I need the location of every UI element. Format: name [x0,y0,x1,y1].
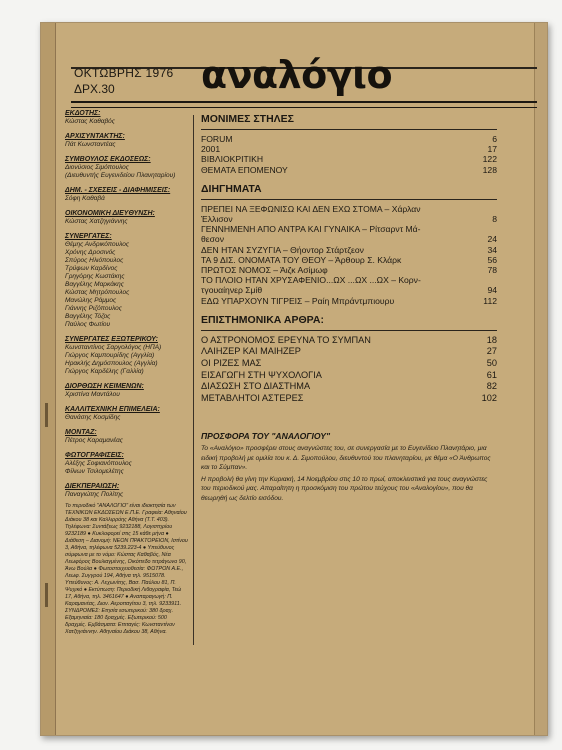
toc-entry [201,370,497,382]
offer-title: ΠΡΟΣΦΟΡΑ ΤΟΥ "ΑΝΑΛΟΓΙΟΥ" [201,431,331,441]
toc-entry-page: 102 [481,392,497,403]
credit-names: Κώστας Χατζηγιάννης [65,218,128,225]
section-gap [201,306,497,312]
header-rule-thin [71,107,537,108]
credit-block [65,382,189,399]
issue-price: ΔΡΧ.30 [74,82,115,96]
toc-entry [201,245,497,255]
toc-entry-title: ΔΙΑΣΩΣΗ ΣΤΟ ΔΙΑΣΤΗΜΑ [201,381,311,392]
toc-entry-title: ΓΕΝΝΗΜΕΝΗ ΑΠΟ ΑΝΤΡΑ ΚΑΙ ΓΥΝΑΙΚΑ – Ρίτσαρντ Μά- [201,224,421,235]
toc-entry-page: 78 [487,265,497,276]
staff-credits [65,109,189,505]
toc-entry [201,381,497,393]
credit-names: Πάτ Κωνσταντέας [65,141,116,148]
toc-entry-title: ΛΑΙΗΖΕΡ ΚΑΙ ΜΑΙΗΖΕΡ [201,346,301,357]
toc-entry-title: ΒΙΒΛΙΟΚΡΙΤΙΚΗ [201,154,264,165]
toc-entry [201,393,497,405]
credit-names: Πέτρος Καραμανέας [65,437,123,444]
spine-tape-mark [45,583,48,607]
toc-entry-title: ΕΔΩ ΥΠΑΡΧΟΥΝ ΤΙΓΡΕΙΣ – Ραίη Μπράντμπιουρυ [201,295,395,306]
section-rule [201,330,497,331]
toc-entry [201,296,497,306]
masthead-logo: αναλόγιο [201,53,393,97]
toc-entry-page: 61 [486,369,497,380]
toc-entry [201,265,497,275]
section-heading: ΕΠΙΣΤΗΜΟΝΙΚΑ ΑΡΘΡΑ: [201,313,324,326]
section-heading: ΜΟΝΙΜΕΣ ΣΤΗΛΕΣ [201,113,294,125]
credit-block [65,155,189,180]
credit-names: Αλέξης Σοφιανόπουλος Φίλιων Τσιλομελέτης [65,460,132,475]
credit-role: ΕΚΔΟΤΗΣ: [65,110,101,117]
credit-role: ΣΥΝΕΡΓΑΤΕΣ: [65,233,112,240]
credit-role: ΟΙΚΟΝΟΜΙΚΗ ΔΙΕΥΘΥΝΣΗ: [65,210,155,217]
section-rule [201,199,497,200]
toc-entry-title: τγουαίηνερ Σμίθ [201,285,263,296]
offer-box [201,431,497,505]
toc-entry-page: 112 [483,295,497,306]
table-of-contents [201,111,497,410]
offer-body [201,444,497,503]
spine-binding [41,23,56,735]
toc-entry-title: ΠΡΩΤΟΣ ΝΟΜΟΣ – Άιζκ Ασίμωφ [201,265,328,276]
toc-entry-page: 82 [486,381,497,392]
toc-entry-title: ΤΟ ΠΛΟΙΟ ΗΤΑΝ ΧΡΥΣΑΦΕΝΙΟ...ΩΧ ...ΩΧ ...ΩΧ – Κορν- [201,275,421,286]
credit-names: Κώστας Καθαβός [65,118,115,125]
toc-entry-page: 56 [487,254,497,265]
toc-entry [201,234,497,244]
toc-entry [201,255,497,265]
credit-block [65,109,189,126]
toc-entry-page: 128 [482,164,497,175]
toc-entry-title: ΕΙΣΑΓΩΓΗ ΣΤΗ ΨΥΧΟΛΟΓΙΑ [201,369,322,380]
section-rule [201,129,497,130]
toc-entry [201,224,497,234]
credit-role: ΣΥΜΒΟΥΛΟΣ ΕΚΔΟΣΕΩΣ: [65,156,151,163]
credit-role: ΔΗΜ. - ΣΧΕΣΕΙΣ - ΔΙΑΦΗΜΙΣΕΙΣ: [65,187,171,194]
toc-entry-title: ΘΕΜΑΤΑ ΕΠΟΜΕΝΟΥ [201,164,288,175]
credit-names: Παναγιώτης Πολίτης [65,491,124,498]
toc-entry [201,335,497,347]
credit-role: ΚΑΛΛΙΤΕΧΝΙΚΗ ΕΠΙΜΕΛΕΙΑ: [65,406,160,413]
toc-entry [201,165,497,175]
credit-names: Θανάσης Κοσμίδης [65,414,121,421]
toc-entry-title: FORUM [201,134,233,144]
imprint-text: Το περιοδικό "ΑΝΑΛΟΓΙΟ" είναι ιδιοκτησία των ΤΕΧΝΙΚΩΝ ΕΚΔΟΣΕΩΝ Ε.Π.Ε. Γραφεία: Αθηναίου Διάκου 38 και Καλλιρρόης Αθήνα (Τ.Τ. 403). Τηλέφωνα: Συντάξεως 9232188, Λογιστηρίου 9232189 ● Κυκλοφορεί στις 15 κάθε μήνα ● Διάθεση – Διανομή: ΝΕΟΝ ΠΡΑΚΤΟΡΕΙΟΝ, Ιστίνου 3, Αθήνα, τηλέφωνα 5239.223-4 ● Υπεύθυνος σύμφωνα με το νόμο: Κώστας Καθαβός, Νέα Λεωφόρος Βουλιαγμένης, Οικόπεδο τετράγωνο 90, Άνω Βούλα ● Φωτοστοιχειοθεσία: ΦΩΤΡΟΝ Α.Ε., Λεωφ. Συγγρού 194, Αθήνα τηλ. 9515078. Υπεύθυνος: Α. Λεχωνίτης, Βασ. Παύλου 81, Π. Ψυχικό ● Εκτύπωση: Περιοδική Λιθογραφία, Τεώ 17, Αθήνα, τηλ. 3461647 ● Αναπαραγωγή: Π. Καραμανέας, Διον. Αεροπαγίτου 3, τηλ. 9233911. ΣΥΝΔΡΟΜΕΣ: Ετησία εσωτερικού: 380 δραχ. Εξαμηνιαία: 180 δραχμές. Εξωτερικού: 500 δραχμές. Εμβάσματα: Επιταγές: Κωνσταντίνον Χατζηγιάννην. Αθηναίου Διάκου 38, Αθήνα. [65,503,188,635]
credit-names: Θέμης Ανδρικόπουλος Χρόνης Δροσινός Σπύρος Ηλιόπουλος Τρύφων Καρδίνος Γρηγόρης Κωστάκης Βαγγέλης Μαρκάκης Κώστας Μητρόπουλος Μανώλης Ράμμος Γιάννης Ριζόπουλος Βαγγέλης Τόζος Παύλος Φωτίου [65,241,130,328]
credit-names: Σόφη Καθαβά [65,195,105,202]
credit-names: Χριστίνα Μαντάλου [65,391,120,398]
toc-entry-page: 18 [486,334,497,345]
credit-block [65,186,189,203]
credit-names: Διονύσιος Σιμόπουλος (Διευθυντής Ευγενιδείου Πλανηταρίου) [65,164,176,179]
header-rule [71,101,537,103]
credit-block [65,451,189,476]
toc-entry-title: Έλλισον [201,214,233,225]
column-divider [193,115,194,645]
credit-block [65,232,189,329]
credit-block [65,335,189,376]
toc-entry-title: θεσον [201,234,224,245]
toc-entry [201,358,497,370]
toc-entry-page: 94 [487,285,497,296]
toc-entry-title: ΠΡΕΠΕΙ ΝΑ ΞΕΦΩΝΙΣΩ ΚΑΙ ΔΕΝ ΕΧΩ ΣΤΟΜΑ – Χάρλαν [201,203,421,214]
toc-entry-title: ΔΕΝ ΗΤΑΝ ΣΥΖΥΓΙΑ – Θήοντορ Στάρτζεον [201,244,364,255]
section-gap [201,404,497,410]
credit-block [65,405,189,422]
toc-entry-title: ΜΕΤΑΒΛΗΤΟΙ ΑΣΤΕΡΕΣ [201,392,304,403]
toc-entry-page: 8 [492,214,497,225]
section-gap [201,175,497,181]
page-edge [534,23,547,735]
toc-entry-title: 2001 [201,144,221,155]
toc-entry-page: 27 [486,346,497,357]
toc-entry-page: 6 [492,134,497,144]
credit-role: ΜΟΝΤΑΖ: [65,429,97,436]
toc-entry [201,134,497,144]
credit-block [65,482,189,499]
toc-entry-page: 34 [487,244,497,255]
toc-entry-page: 50 [486,358,497,369]
toc-entry [201,154,497,164]
toc-entry-title: ΤΑ 9 ΔΙΣ. ΟΝΟΜΑΤΑ ΤΟΥ ΘΕΟΥ – Άρθουρ Σ. Κλάρκ [201,254,402,265]
credit-role: ΔΙΟΡΘΩΣΗ ΚΕΙΜΕΝΩΝ: [65,383,144,390]
offer-paragraph: Η προβολή θα γίνη την Κυριακή, 14 Νοεμβρίου στις 10 το πρωί, αποκλειστικά για τους αναγνώστες του περιοδικού μας. Απαραίτητη η προσκόμιση του πρώτου τεύχους του «Αναλογίου», που θα θεωρηθή ως δελτίο εισόδου. [201,475,488,502]
toc-entry [201,144,497,154]
toc-entry [201,346,497,358]
credit-role: ΣΥΝΕΡΓΑΤΕΣ ΕΞΩΤΕΡΙΚΟΥ: [65,336,158,343]
issue-date: ΟΚΤΩΒΡΗΣ 1976 [74,66,174,80]
spine-tape-mark [45,403,48,427]
credit-names: Κωνσταντίνος Σαργολόγος (ΗΠΑ) Γιώργος Καμπουρίδης (Αγγλία) Ηρακλής Δημόσπουλος (Αγγλία) Γιώργος Καρδέλης (Γαλλία) [65,344,162,375]
credit-block [65,209,189,226]
toc-entry [201,285,497,295]
toc-entry-page: 17 [487,144,497,155]
toc-entry [201,204,497,214]
toc-entry [201,275,497,285]
section-heading: ΔΙΗΓΗΜΑΤΑ [201,182,262,195]
toc-entry-title: Ο ΑΣΤΡΟΝΟΜΟΣ ΕΡΕΥΝΑ ΤΟ ΣΥΜΠΑΝ [201,334,371,345]
credit-role: ΑΡΧΙΣΥΝΤΑΚΤΗΣ: [65,133,125,140]
magazine-cover [40,22,548,736]
credit-role: ΦΩΤΟΓΡΑΦΙΣΕΙΣ: [65,452,124,459]
credit-role: ΔΙΕΚΠΕΡΑΙΩΣΗ: [65,483,120,490]
offer-paragraph: Το «Αναλόγιο» προσφέρει στους αναγνώστες του, σε συνεργασία με το Ευγενίδειο Πλανητάριο, μια ειδική προβολή με ομιλία του κ. Δ. Σιμοπούλου, διευθυντού του πλανηταρίου, με θέμα «Ο Άνθρωπος και το Σύμπαν». [201,445,491,471]
toc-entry-title: ΟΙ ΡΙΖΕΣ ΜΑΣ [201,358,262,369]
credit-block [65,428,189,445]
toc-entry-page: 122 [482,154,497,165]
toc-entry-page: 24 [487,234,497,245]
toc-entry [201,214,497,224]
credit-block [65,132,189,149]
